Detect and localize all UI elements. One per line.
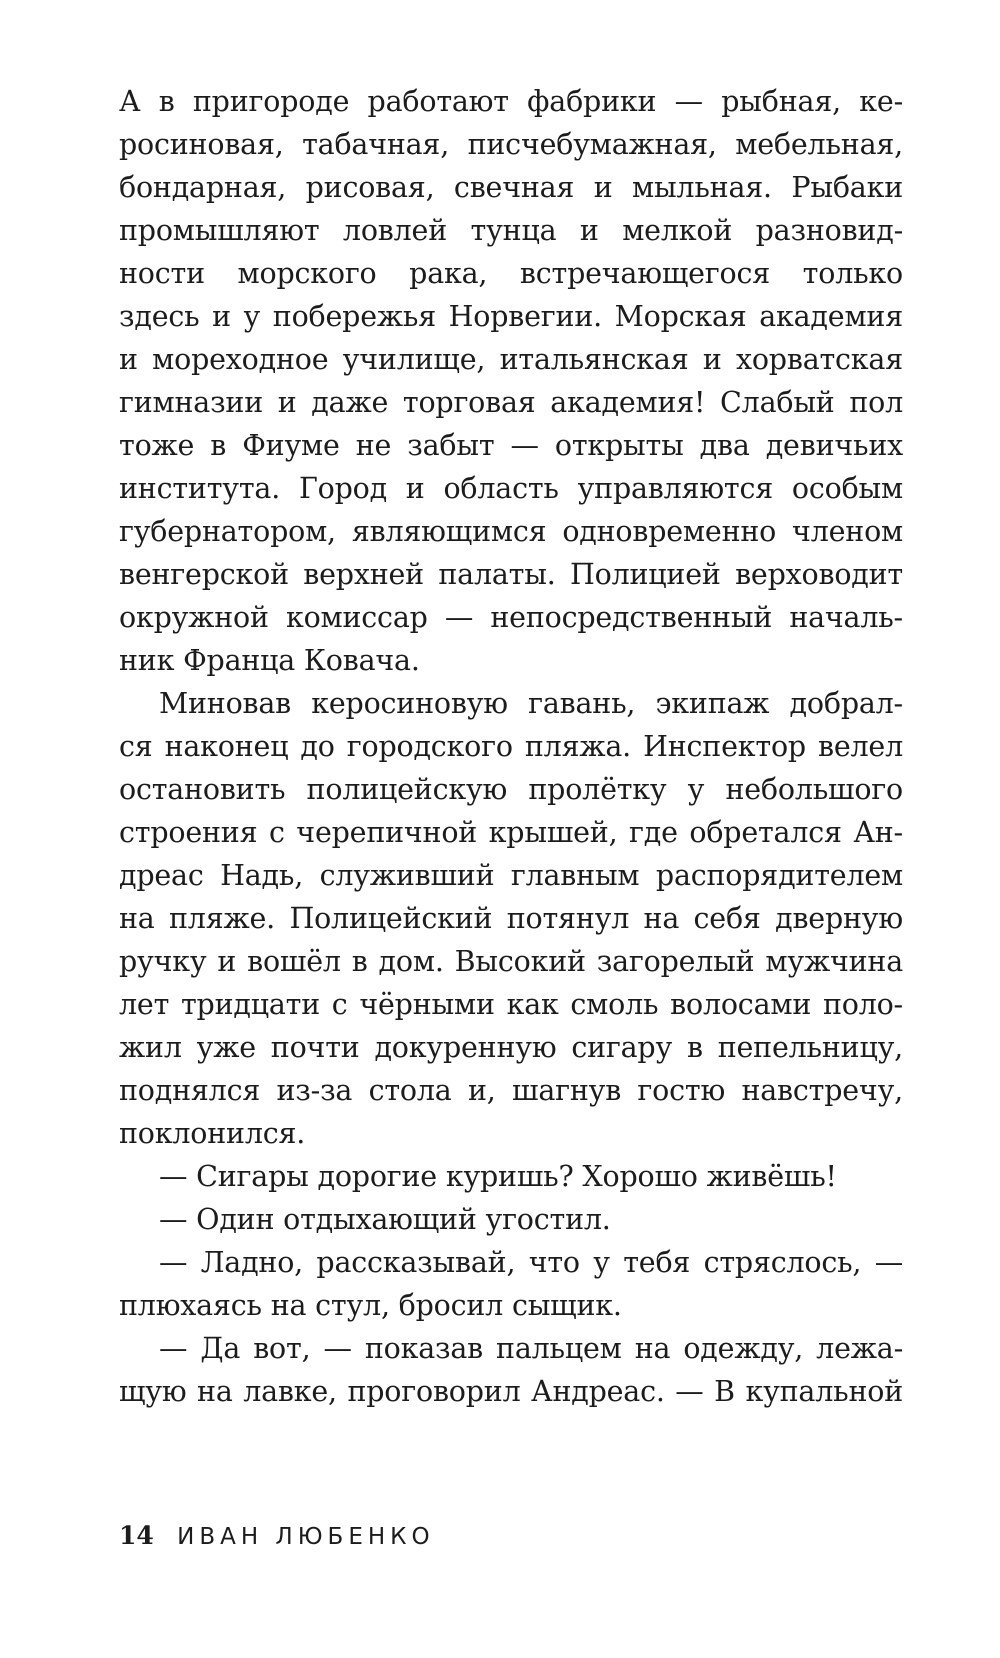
text-line: промышляют ловлей тунца и мелкой разновид-: [119, 214, 903, 247]
text-line: ности морского рака, встречающегося только: [119, 257, 903, 290]
dialogue-line: — Да вот, — показав пальцем на одежду, лежа-: [159, 1332, 903, 1365]
text-line: окружной комиссар — непосредственный началь-: [119, 601, 903, 634]
text-line: тоже в Фиуме не забыт — открыты два девичьих: [119, 429, 903, 462]
text-line: бондарная, рисовая, свечная и мыльная. Рыбаки: [119, 171, 903, 204]
page-number: 14: [119, 1521, 154, 1550]
text-line: поклонился.: [119, 1117, 306, 1150]
text-line: поднялся из-за стола и, шагнув гостю навстречу,: [119, 1074, 903, 1107]
text-line: Миновав керосиновую гавань, экипаж добрал-: [159, 687, 903, 720]
text-line: строения с черепичной крышей, где обретался Ан-: [119, 816, 903, 849]
text-line: плюхаясь на стул, бросил сыщик.: [119, 1289, 622, 1322]
dialogue-line: — Сигары дорогие куришь? Хорошо живёшь!: [159, 1160, 837, 1193]
text-line: ник Франца Ковача.: [119, 644, 420, 677]
dialogue-line: — Один отдыхающий угостил.: [159, 1203, 611, 1236]
text-line: остановить полицейскую пролётку у небольшого: [119, 773, 903, 806]
text-line: и мореходное училище, итальянская и хорватская: [119, 343, 903, 376]
author-name: ИВАН ЛЮБЕНКО: [177, 1524, 435, 1550]
text-line: дреас Надь, служивший главным распорядителем: [119, 859, 903, 892]
text-line: института. Город и область управляются особым: [119, 472, 903, 505]
text-line: здесь и у побережья Норвегии. Морская академия: [119, 300, 903, 333]
text-line: губернатором, являющимся одновременно членом: [119, 515, 903, 548]
text-line: на пляже. Полицейский потянул на себя дверную: [119, 902, 903, 935]
text-line: венгерской верхней палаты. Полицией верховодит: [119, 558, 903, 591]
text-line: щую на лавке, проговорил Андреас. — В купальной: [119, 1375, 903, 1408]
text-line: А в пригороде работают фабрики — рыбная, ке-: [119, 85, 903, 118]
page-footer: [119, 1521, 435, 1552]
text-line: гимназии и даже торговая академия! Слабый пол: [119, 386, 903, 419]
text-line: лет тридцати с чёрными как смоль волосами поло-: [119, 988, 903, 1021]
dialogue-line: — Ладно, рассказывай, что у тебя стряслось, —: [159, 1246, 903, 1279]
text-line: жил уже почти докуренную сигару в пепельницу,: [119, 1031, 903, 1064]
body-text: [119, 80, 903, 1413]
text-line: ся наконец до городского пляжа. Инспектор велел: [119, 730, 903, 763]
text-line: ручку и вошёл в дом. Высокий загорелый мужчина: [119, 945, 903, 978]
text-line: росиновая, табачная, писчебумажная, мебельная,: [119, 128, 903, 161]
